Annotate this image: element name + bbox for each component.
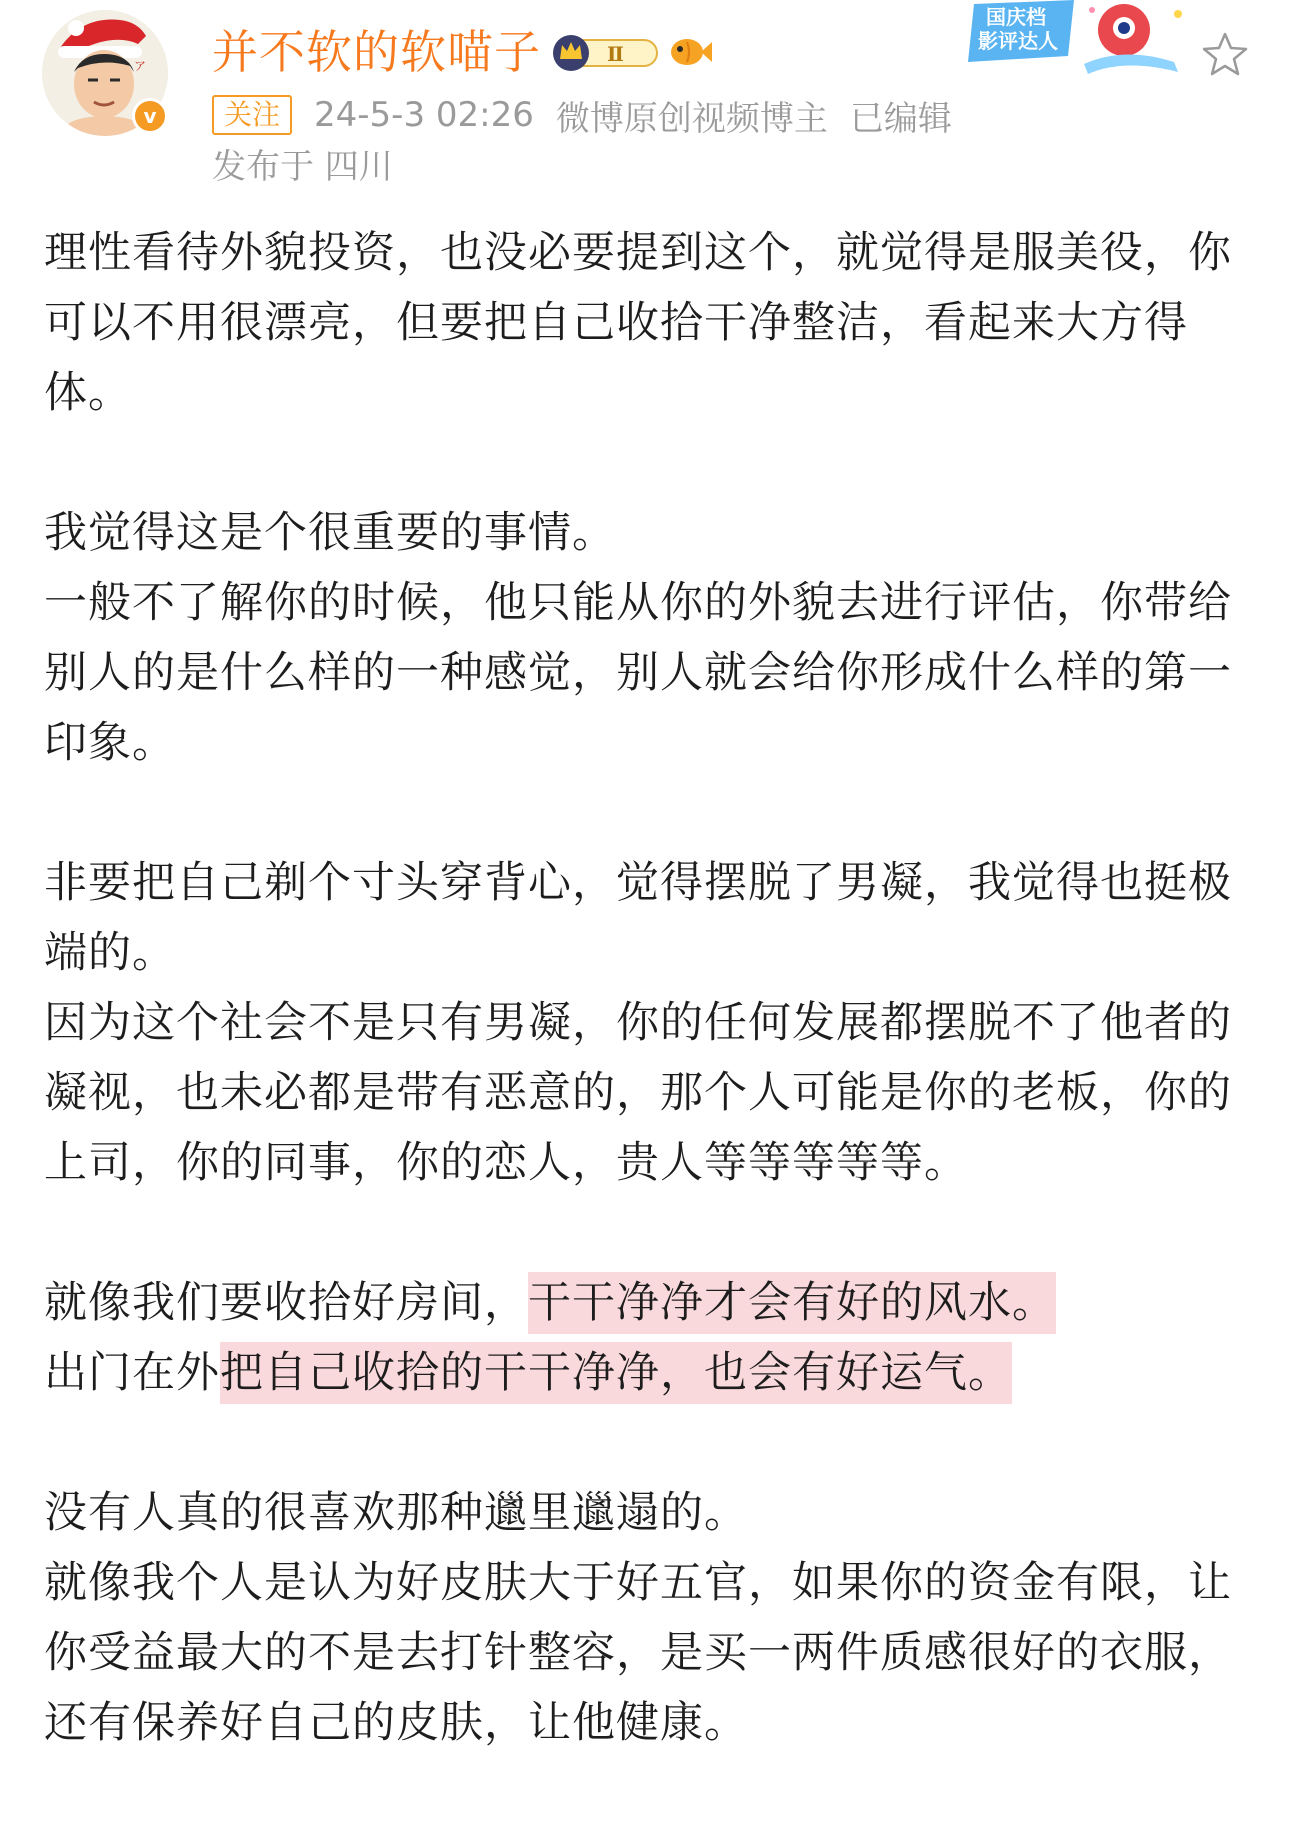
post-paragraph: 理性看待外貌投资，也没必要提到这个，就觉得是服美役，你可以不用很漂亮，但要把自己收拾干净整洁，看起来大方得体。 bbox=[44, 228, 1232, 418]
level-badge-text: Ⅱ bbox=[607, 42, 624, 66]
edited-label[interactable]: 已编辑 bbox=[849, 98, 952, 139]
author-role: 微博原创视频博主 bbox=[555, 98, 828, 139]
post-paragraph: 非要把自己剃个寸头穿背心，觉得摆脱了男凝，我觉得也挺极端的。 bbox=[44, 858, 1232, 978]
post-paragraph bbox=[44, 1268, 1254, 1338]
star-icon[interactable] bbox=[1200, 30, 1250, 80]
fish-icon bbox=[665, 32, 713, 72]
crown-level-icon bbox=[551, 32, 661, 72]
event-badge-line2: 影评达人 bbox=[978, 29, 1058, 53]
event-badge-icon[interactable] bbox=[964, 0, 1204, 80]
post-body bbox=[44, 218, 1254, 1758]
post-paragraph bbox=[44, 1338, 1254, 1408]
post-paragraph: 一般不了解你的时候，他只能从你的外貌去进行评估，你带给别人的是什么样的一种感觉，别人就会给你形成什么样的第一印象。 bbox=[44, 578, 1232, 768]
post-header bbox=[0, 0, 1290, 190]
post-text: 出门在外 bbox=[44, 1348, 220, 1398]
username[interactable]: 并不软的软喵子 bbox=[212, 25, 541, 79]
post-paragraph: 就像我个人是认为好皮肤大于好五官，如果你的资金有限，让你受益最大的不是去打针整容，是买一两件质感很好的衣服，还有保养好自己的皮肤，让他健康。 bbox=[44, 1558, 1232, 1748]
post-location: 发布于 四川 bbox=[212, 147, 393, 187]
post-paragraph: 没有人真的很喜欢那种邋里邋遢的。 bbox=[44, 1488, 748, 1538]
highlighted-text: 干干净净才会有好的风水。 bbox=[528, 1272, 1056, 1334]
svg-text:ア: ア bbox=[134, 59, 147, 73]
event-badge-line1: 国庆档 bbox=[986, 5, 1046, 29]
post-paragraph: 我觉得这是个很重要的事情。 bbox=[44, 508, 616, 558]
verified-icon: v bbox=[132, 98, 168, 134]
username-row bbox=[212, 20, 713, 84]
post-paragraph: 因为这个社会不是只有男凝，你的任何发展都摆脱不了他者的凝视，也未必都是带有恶意的，那个人可能是你的老板，你的上司，你的同事，你的恋人，贵人等等等等等。 bbox=[44, 998, 1232, 1188]
highlighted-text: 把自己收拾的干干净净，也会有好运气。 bbox=[220, 1342, 1012, 1404]
post-text: 就像我们要收拾好房间， bbox=[44, 1278, 528, 1328]
post-timestamp: 24-5-3 02:26 bbox=[314, 95, 534, 135]
meta-row bbox=[212, 92, 952, 138]
follow-button[interactable]: 关注 bbox=[212, 95, 292, 135]
